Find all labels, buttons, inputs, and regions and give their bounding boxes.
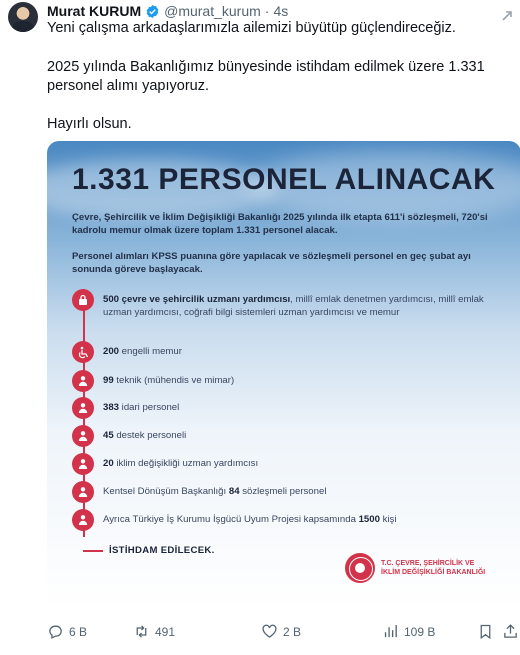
- tweet-header: [47, 2, 288, 20]
- ministry-name-line2: İKLİM DEĞİŞİKLİĞİ BAKANLIĞI: [381, 569, 486, 576]
- list-item: [72, 370, 512, 392]
- share-icon: [502, 623, 519, 640]
- item-bold: 84: [228, 486, 240, 497]
- post-image-card[interactable]: [47, 141, 520, 609]
- person-icon: [72, 453, 94, 475]
- closing-connector: [83, 550, 103, 552]
- person-icon: [72, 481, 94, 503]
- reply-icon: [47, 623, 64, 640]
- list-item: [72, 289, 512, 319]
- lock-icon: [72, 289, 94, 311]
- person-icon: [72, 397, 94, 419]
- views-count: 109 B: [404, 624, 436, 639]
- item-bold: 200: [103, 346, 120, 357]
- list-item: [72, 453, 512, 475]
- item-pre: Kentsel Dönüşüm Başkanlığı: [103, 486, 229, 497]
- item-text: [103, 370, 234, 388]
- post-text-line3: Hayırlı olsun.: [47, 116, 132, 132]
- author-name[interactable]: Murat KURUM: [47, 3, 142, 19]
- list-item: [72, 341, 512, 363]
- author-handle[interactable]: @murat_kurum: [164, 3, 261, 19]
- card-intro: Çevre, Şehircilik ve İklim Değişikliği Bakanlığı 2025 yılında ilk etapta 611'i sözleşmeli, 720'si kadrolu memur olmak üzere toplam 1.331 personel alacak.: [72, 212, 488, 236]
- reply-count: 6 B: [69, 624, 88, 639]
- item-text: [103, 397, 179, 415]
- verified-badge-icon: [145, 4, 160, 19]
- item-rest: iklim değişikliği uzman yardımcısı: [113, 458, 259, 469]
- views-button[interactable]: [382, 623, 435, 640]
- ministry-name: [381, 559, 485, 577]
- views-chart-icon: [382, 623, 399, 640]
- action-bar: [47, 623, 517, 643]
- closing-text: İSTİHDAM EDİLECEK.: [109, 545, 215, 556]
- person-icon: [72, 370, 94, 392]
- list-item: [72, 425, 512, 447]
- item-text: [103, 509, 396, 527]
- item-bold: 45: [103, 430, 114, 441]
- item-rest: kişi: [379, 514, 397, 525]
- person-icon: [72, 509, 94, 531]
- heart-icon: [261, 623, 278, 640]
- item-text: [103, 481, 326, 499]
- list-item: [72, 481, 512, 503]
- item-bold: 1500: [358, 514, 380, 525]
- closing-line: [83, 545, 215, 556]
- post-text-line2: 2025 yılında Bakanlığımız bünyesinde istihdam edilmek üzere 1.331 personel alımı yapıyoruz.: [47, 59, 485, 94]
- post-time[interactable]: 4s: [273, 3, 289, 19]
- list-item: [72, 397, 512, 419]
- repost-icon: [133, 623, 150, 640]
- item-rest: engelli memur: [119, 346, 182, 357]
- card-intro-second: Personel alımları KPSS puanına göre yapılacak ve sözleşmeli personel en geç şubat ayı sonunda göreve başlayacak.: [72, 251, 471, 275]
- item-rest: idari personel: [119, 402, 180, 413]
- wheelchair-icon: [72, 341, 94, 363]
- item-bold: 500 çevre ve şehircilik uzmanı yardımcısı: [103, 294, 291, 305]
- like-button[interactable]: [261, 623, 301, 640]
- item-text: [103, 341, 182, 359]
- item-text: [103, 425, 186, 443]
- header-separator: ·: [264, 3, 270, 19]
- item-bold: 383: [103, 402, 120, 413]
- item-pre: Ayrıca Türkiye İş Kurumu İşgücü Uyum Projesi kapsamında: [103, 514, 359, 525]
- item-rest: destek personeli: [113, 430, 187, 441]
- item-rest: teknik (mühendis ve mimar): [113, 375, 235, 386]
- bookmark-button[interactable]: [477, 623, 499, 640]
- bookmark-icon: [477, 623, 494, 640]
- item-bold: 20: [103, 458, 114, 469]
- person-icon: [72, 425, 94, 447]
- item-bold: 99: [103, 375, 114, 386]
- post-text-line1: Yeni çalışma arkadaşlarımızla ailemizi büyütüp güçlendireceğiz.: [47, 20, 456, 36]
- item-text: [103, 289, 512, 319]
- card-title: 1.331 PERSONEL ALINACAK: [72, 163, 496, 196]
- avatar[interactable]: [8, 2, 38, 32]
- reply-button[interactable]: [47, 623, 87, 640]
- item-rest: , millî emlak denetmen yardımcısı, millî emlak uzman yardımcısı, coğrafi bilgi sistemleri uzman yardımcısı ve memur: [103, 294, 484, 318]
- list-item: [72, 509, 512, 531]
- repost-count: 491: [155, 624, 176, 639]
- ministry-seal-icon: [345, 553, 375, 583]
- item-rest: sözleşmeli personel: [239, 486, 327, 497]
- like-count: 2 B: [283, 624, 302, 639]
- share-button[interactable]: [502, 623, 520, 640]
- item-text: [103, 453, 258, 471]
- ministry-name-line1: T.C. ÇEVRE, ŞEHİRCİLİK VE: [381, 560, 475, 567]
- ministry-logo: [345, 553, 485, 583]
- repost-button[interactable]: [133, 623, 175, 640]
